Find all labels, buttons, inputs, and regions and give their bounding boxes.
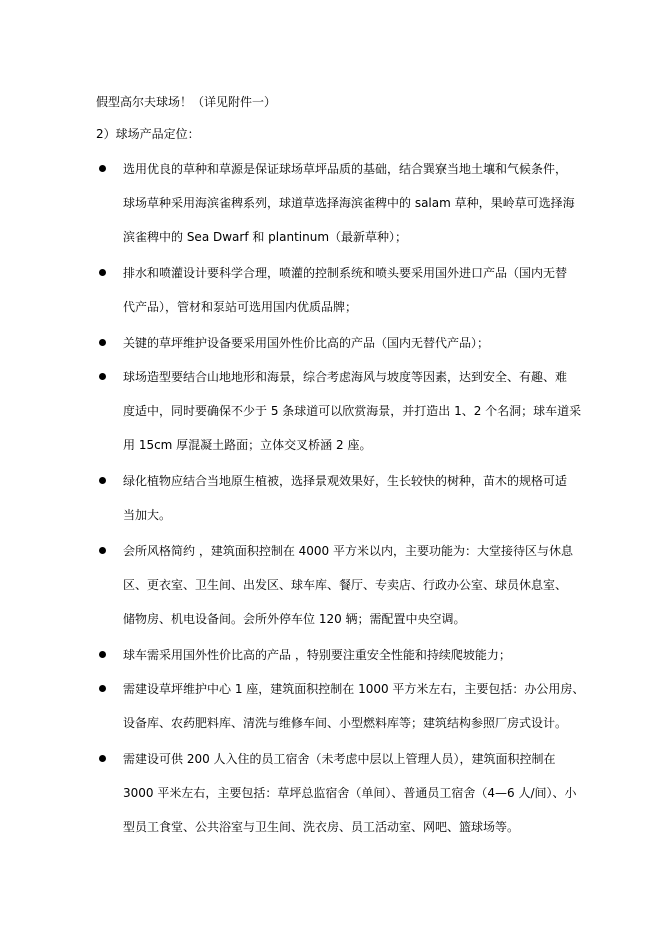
bullet-dot-icon: [99, 269, 106, 276]
bullet-text-line: 度适中，同时要确保不少于 5 条球道可以欣赏海景，并打造出 1、2 个名洞；球车道采: [123, 404, 582, 418]
bullet-text-line: 球场造型要结合山地地形和海景，综合考虑海风与坡度等因素，达到安全、有趣、难: [123, 370, 568, 384]
bullet-text-line: 球场草种采用海滨雀稗系列，球道草选择海滨雀稗中的 salam 草种，果岭草可选择海: [123, 196, 575, 210]
bullet-dot-icon: [99, 685, 106, 692]
bullet-dot-icon: [99, 165, 106, 172]
bullet-text-line: 代产品），管材和泵站可选用国内优质品牌；: [123, 300, 358, 314]
bullet-text-line: 绿化植物应结合当地原生植被，选择景观效果好，生长较快的树种，苗木的规格可适: [123, 474, 568, 488]
bullet-text-line: 需建设草坪维护中心 1 座，建筑面积控制在 1000 平方米左右，主要包括：办公用房、: [123, 682, 585, 696]
bullet-text-line: 区、更衣室、卫生间、出发区、球车库、餐厅、专卖店、行政办公室、球员休息室、: [123, 578, 568, 592]
bullet-text-line: 选用优良的草种和草源是保证球场草坪品质的基础，结合巽寮当地土壤和气候条件，: [123, 162, 568, 176]
section-heading: 2）球场产品定位：: [96, 127, 200, 141]
bullet-text-line: 设备库、农药肥料库、清洗与维修车间、小型燃料库等；建筑结构参照厂房式设计。: [123, 716, 568, 730]
bullet-dot-icon: [99, 373, 106, 380]
bullet-text-line: 滨雀稗中的 Sea Dwarf 和 plantinum（最新草种）；: [123, 230, 408, 244]
bullet-text-line: 型员工食堂、公共浴室与卫生间、洗衣房、员工活动室、网吧、篮球场等。: [123, 820, 520, 834]
bullet-text-line: 当加大。: [123, 508, 172, 522]
bullet-text-line: 球车需采用国外性价比高的产品 ，特别要注重安全性能和持续爬坡能力；: [123, 648, 511, 662]
bullet-text-line: 关键的草坪维护设备要采用国外性价比高的产品（国内无替代产品）；: [123, 336, 490, 350]
bullet-dot-icon: [99, 755, 106, 762]
bullet-text-line: 3000 平米左右，主要包括：草坪总监宿舍（单间）、普通员工宿舍（4—6 人/间）、小: [123, 786, 577, 800]
bullet-dot-icon: [99, 339, 106, 346]
bullet-dot-icon: [99, 651, 106, 658]
bullet-text-line: 储物房、机电设备间。会所外停车位 120 辆；需配置中央空调。: [123, 612, 466, 626]
bullet-text-line: 用 15cm 厚混凝土路面；立体交叉桥涵 2 座。: [123, 438, 372, 452]
bullet-text-line: 会所风格简约 ，建筑面积控制在 4000 平方米以内，主要功能为：大堂接待区与休息: [123, 544, 573, 558]
intro-line: 假型高尔夫球场！（详见附件一）: [96, 95, 277, 109]
bullet-dot-icon: [99, 477, 106, 484]
bullet-dot-icon: [99, 547, 106, 554]
bullet-text-line: 需建设可供 200 人入住的员工宿舍（未考虑中层以上管理人员），建筑面积控制在: [123, 752, 556, 766]
bullet-text-line: 排水和喷灌设计要科学合理，喷灌的控制系统和喷头要采用国外进口产品（国内无替: [123, 266, 568, 280]
